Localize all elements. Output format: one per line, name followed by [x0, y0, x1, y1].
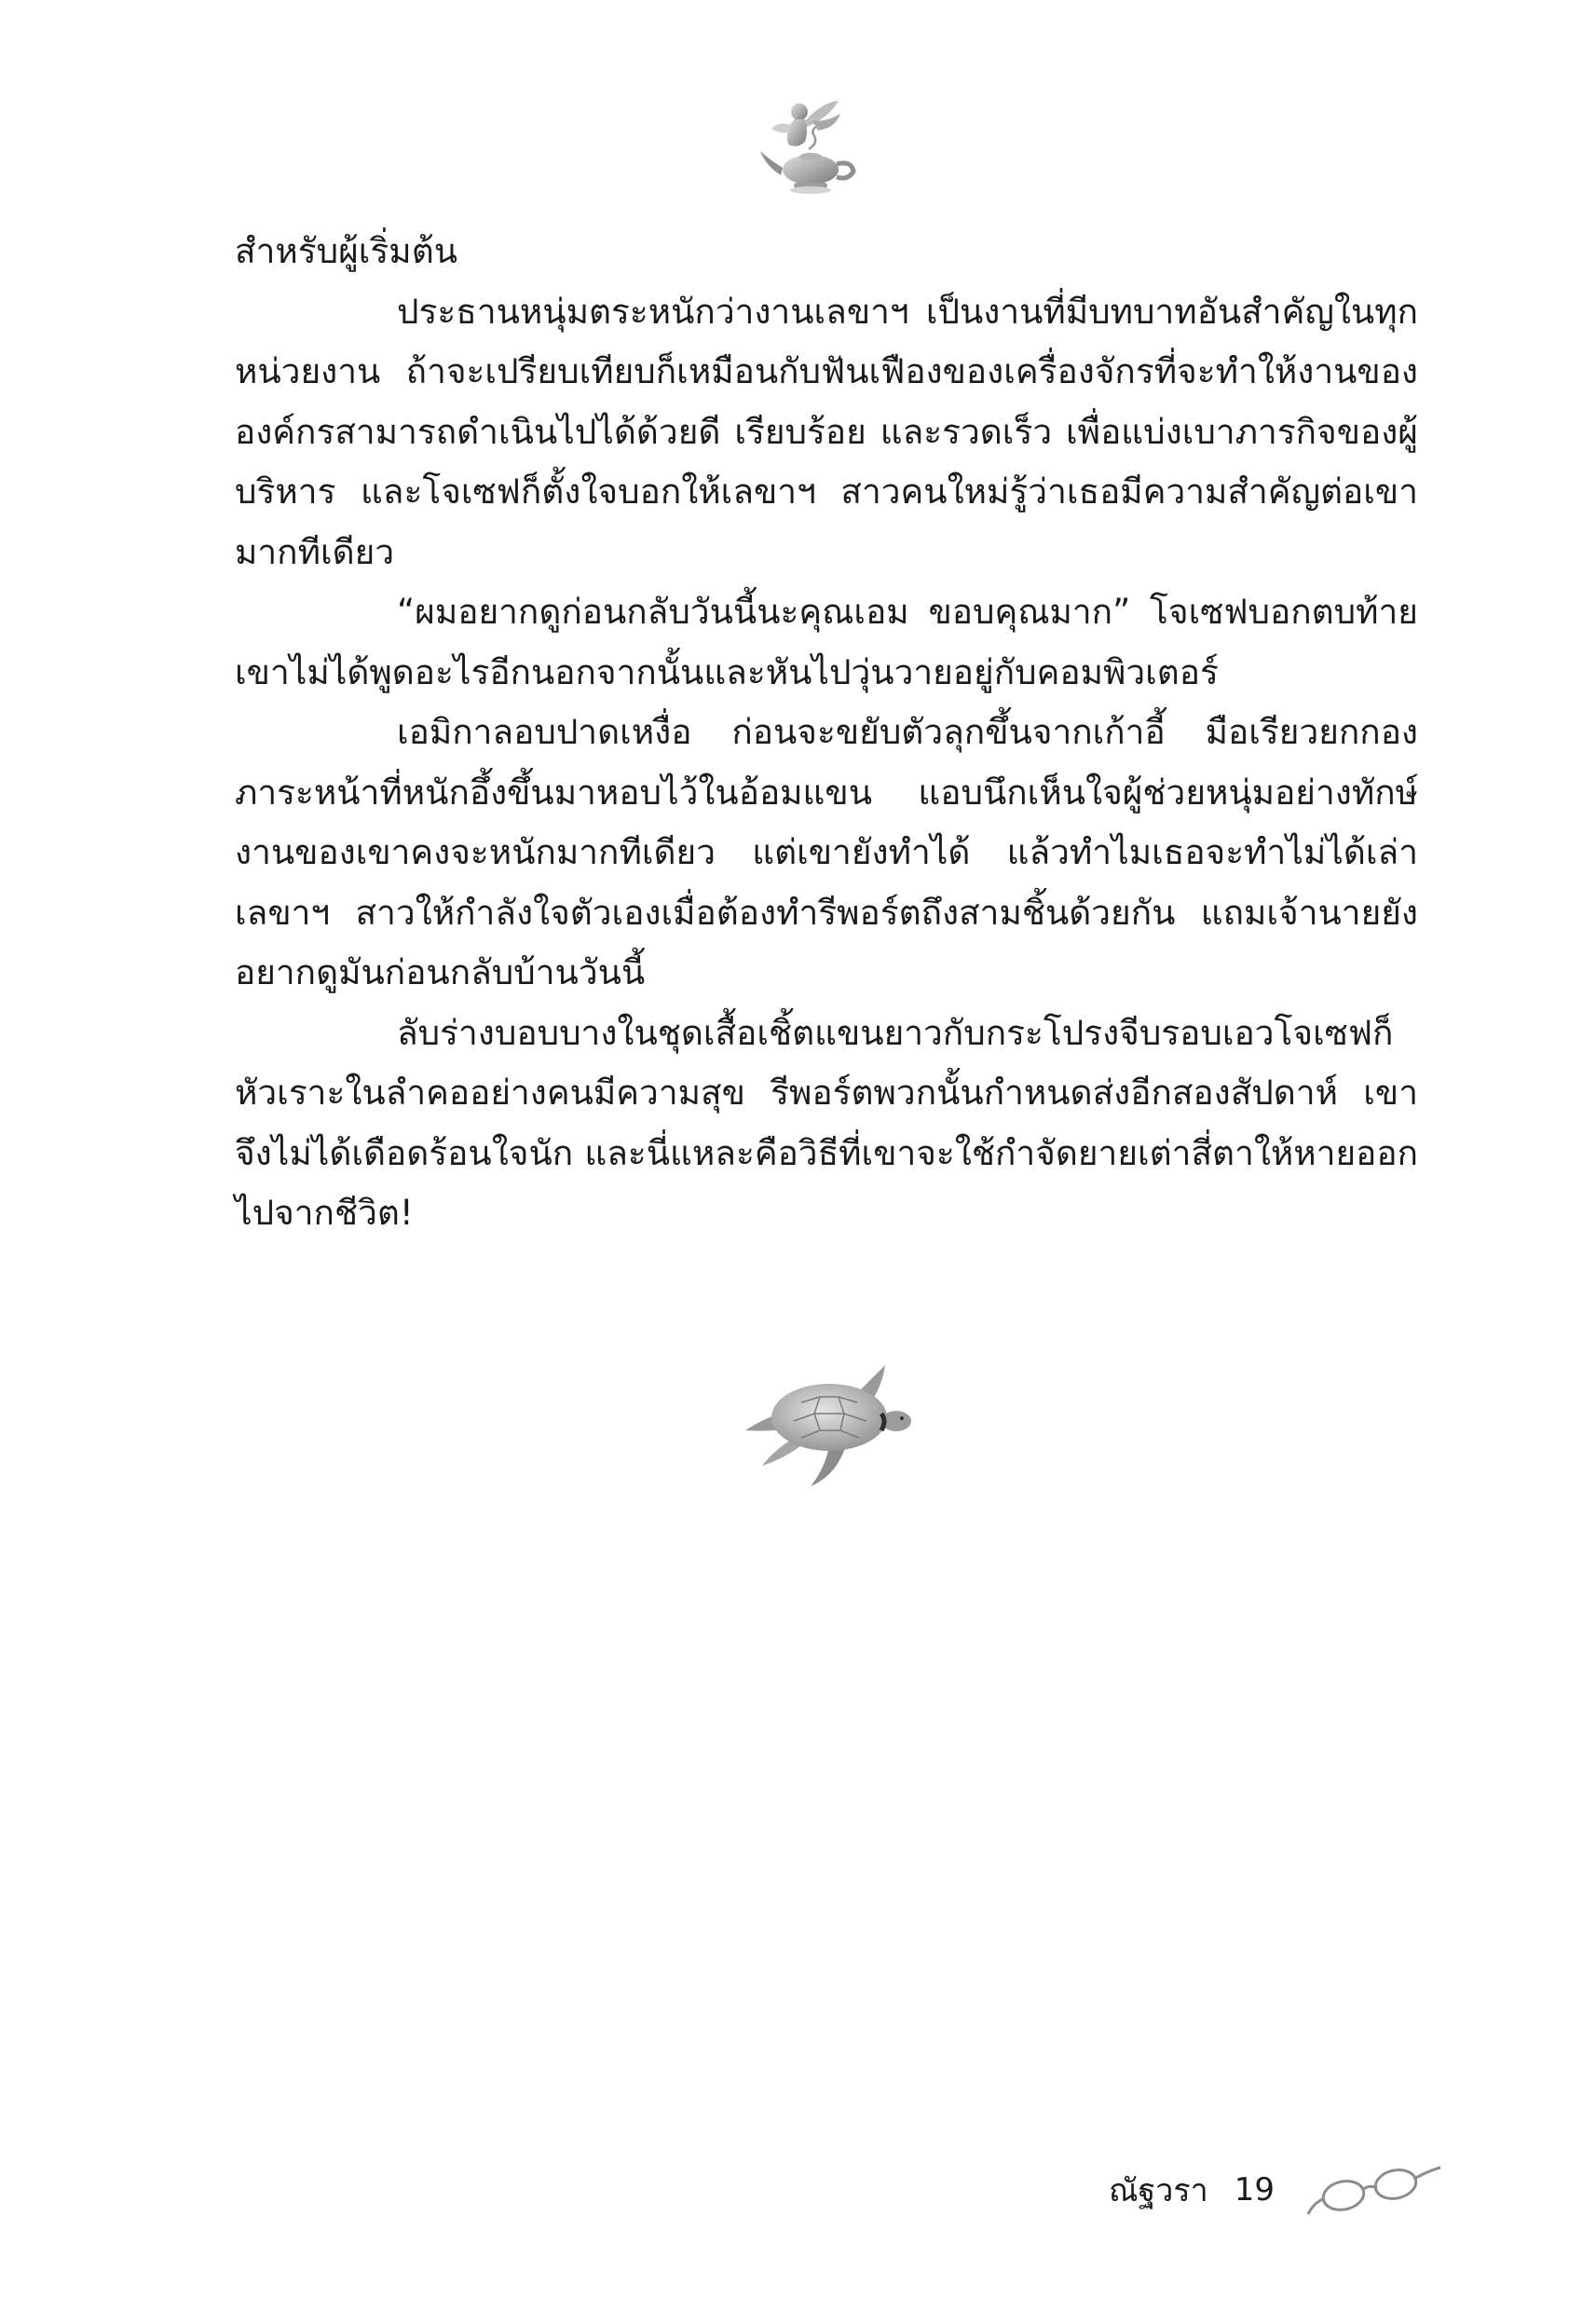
paragraph-2: ประธานหนุ่มตระหนักว่างานเลขาฯ เป็นงานที่มีบทบาทอันสำคัญในทุกหน่วยงาน ถ้าจะเปรียบเทียบก็เหมือนกับฟันเฟืองของเครื่องจักรที่จะทำให้งานขององค์กรสามารถดำเนินไปได้ด้วยดี เรียบร้อย และรวดเร็ว เพื่อแบ่งเบาภารกิจของผู้บริหาร และโจเซฟก็ตั้งใจบอกให้เลขาฯ สาวคนใหม่รู้ว่าเธอมีความสำคัญต่อเขามากทีเดียว: [235, 291, 1418, 572]
chapter-body-text: [235, 222, 1418, 1244]
author-name: ณัฐวรา: [1109, 2172, 1208, 2209]
paragraph-5: ลับร่างบอบบางในชุดเสื้อเชิ้ตแขนยาวกับกระโปรงจีบรอบเอวโจเซฟก็หัวเราะในลำคออย่างคนมีความสุข รีพอร์ตพวกนั้นกำหนดส่งอีกสองสัปดาห์ เขาจึงไม่ได้เดือดร้อนใจนัก และนี่แหละคือวิธีที่เขาจะใช้กำจัดยายเต่าสี่ตาให้หายออกไปจากชีวิต!: [235, 1012, 1418, 1233]
page-number: 19: [1234, 2171, 1275, 2208]
turtle-icon: [736, 1356, 913, 1496]
paragraph-3: “ผมอยากดูก่อนกลับวันนี้นะคุณเอม ขอบคุณมาก” โจเซฟบอกตบท้ายเขาไม่ได้พูดอะไรอีกนอกจากนั้นและหันไปวุ่นวายอยู่กับคอมพิวเตอร์: [235, 592, 1418, 692]
cupid-teapot-icon: [757, 93, 859, 205]
paragraph-1: สำหรับผู้เริ่มต้น: [235, 231, 458, 271]
page-footer: [1109, 2162, 1275, 2218]
paragraph-4: เอมิกาลอบปาดเหงื่อ ก่อนจะขยับตัวลุกขึ้นจากเก้าอี้ มือเรียวยกกองภาระหน้าที่หนักอึ้งขึ้นมาหอบไว้ในอ้อมแขน แอบนึกเห็นใจผู้ช่วยหนุ่มอย่างทักษ์งานของเขาคงจะหนักมากทีเดียว แต่เขายังทำได้ แล้วทำไมเธอจะทำไม่ได้เล่าเลขาฯ สาวให้กำลังใจตัวเองเมื่อต้องทำรีพอร์ตถึงสามชิ้นด้วยกัน แถมเจ้านายยังอยากดูมันก่อนกลับบ้านวันนี้: [235, 712, 1418, 992]
glasses-icon: [1304, 2162, 1444, 2218]
